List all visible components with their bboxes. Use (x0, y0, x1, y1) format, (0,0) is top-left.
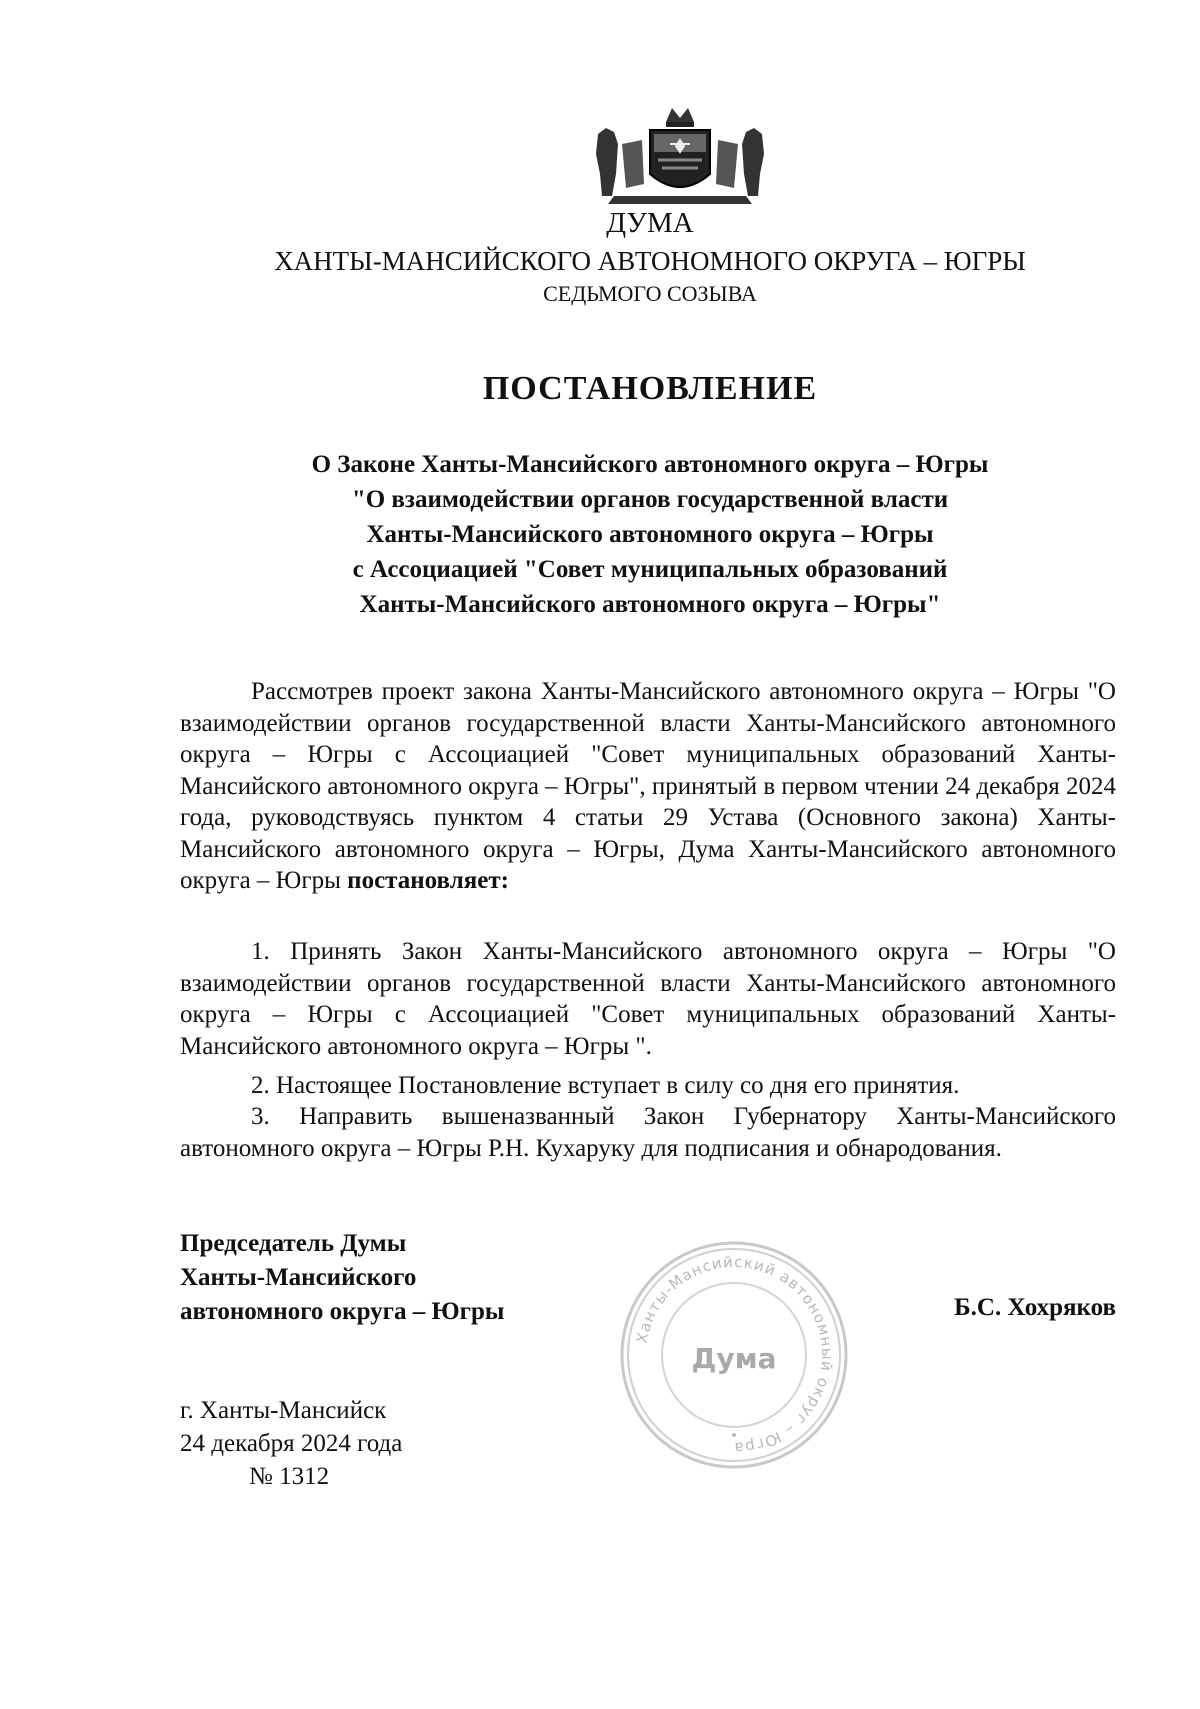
resolution-item-3: 3. Направить вышеназванный Закон Губернатору Ханты-Мансийского автономного округа – Югры Р.Н. Кухаруку для подписания и обнародования. (180, 1103, 1116, 1162)
preamble-paragraph (180, 676, 1116, 897)
seal-center-text: Дума (691, 1342, 777, 1375)
subject-line: Ханты-Мансийского автономного округа – Югры (366, 521, 934, 548)
resolution-item-1: 1. Принять Закон Ханты-Мансийского автономного округа – Югры "О взаимодействии органов государственной власти Ханты-Мансийского автономного округа – Югры с Ассоциацией "Совет муниципальных образований Ханты-Мансийского автономного округа – Югры ". (180, 938, 1116, 1060)
signatory-name: Б.С. Хохряков (954, 1294, 1116, 1321)
place-date-number (180, 1394, 402, 1493)
subject-line: О Законе Ханты-Мансийского автономного округа – Югры (311, 451, 989, 478)
seal-ring-text: Ханты-Мансийский автономный округ – Югра (632, 1252, 837, 1458)
signatory-title-line: Председатель Думы (180, 1230, 407, 1257)
preamble-text: Рассмотрев проект закона Ханты-Мансийского автономного округа – Югры "О взаимодействии органов государственной власти Ханты-Мансийского автономного округа – Югры с Ассоциацией "Совет муниципальных образований Ханты-Мансийского автономного округа – Югры", принятый в первом чтении 24 декабря 2024 года, руководствуясь пунктом 4 статьи 29 Устава (Основного закона) Ханты-Мансийского автономного округа – Югры, Дума Ханты-Мансийского автономного округа – Югры (180, 678, 1117, 894)
document-number: № 1312 (249, 1463, 330, 1490)
date: 24 декабря 2024 года (180, 1430, 403, 1457)
region-name: ХАНТЫ-МАНСИЙСКОГО АВТОНОМНОГО ОКРУГА – ЮГРЫ (274, 246, 1026, 276)
document-type-title: ПОСТАНОВЛЕНИЕ (482, 370, 818, 407)
official-seal (618, 1239, 850, 1471)
subject-line: Ханты-Мансийского автономного округа – Югры" (359, 591, 941, 618)
signatory-title (180, 1227, 504, 1329)
signatory-title-line: автономного округа – Югры (180, 1298, 505, 1325)
resolves-word: постановляет: (347, 867, 509, 894)
org-name: ДУМА (606, 207, 694, 239)
signatory-title-line: Ханты-Мансийского (180, 1264, 417, 1291)
subject-line: с Ассоциацией "Совет муниципальных образований (352, 556, 948, 583)
resolution-item-2: 2. Настоящее Постановление вступает в силу со дня его принятия. (251, 1072, 960, 1099)
city: г. Ханты-Мансийск (180, 1397, 387, 1424)
convocation: СЕДЬМОГО СОЗЫВА (543, 281, 757, 306)
subject-line: "О взаимодействии органов государственной власти (351, 486, 949, 513)
document-subject (170, 447, 1130, 622)
coat-of-arms-emblem (592, 104, 768, 208)
